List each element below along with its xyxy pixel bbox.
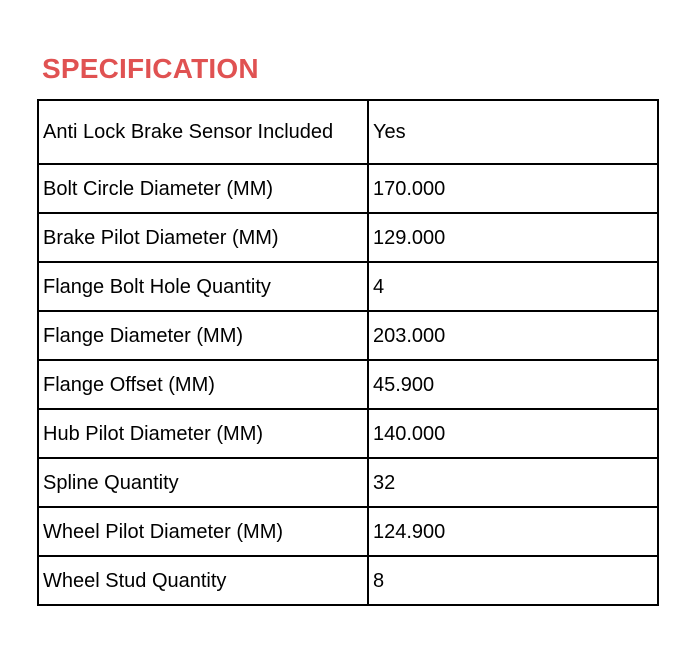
spec-label: Wheel Stud Quantity (38, 556, 368, 605)
table-row (38, 507, 658, 556)
spec-label: Wheel Pilot Diameter (MM) (38, 507, 368, 556)
spec-value: Yes (368, 100, 658, 164)
table-row (38, 262, 658, 311)
spec-label: Hub Pilot Diameter (MM) (38, 409, 368, 458)
spec-value: 170.000 (368, 164, 658, 213)
specification-table (37, 99, 659, 606)
table-row (38, 360, 658, 409)
table-row (38, 100, 658, 164)
spec-label: Flange Diameter (MM) (38, 311, 368, 360)
spec-value: 203.000 (368, 311, 658, 360)
table-row (38, 213, 658, 262)
table-row (38, 458, 658, 507)
spec-value: 8 (368, 556, 658, 605)
spec-value: 140.000 (368, 409, 658, 458)
spec-label: Flange Bolt Hole Quantity (38, 262, 368, 311)
spec-value: 124.900 (368, 507, 658, 556)
spec-label: Anti Lock Brake Sensor Included (38, 100, 368, 164)
spec-label: Flange Offset (MM) (38, 360, 368, 409)
spec-value: 4 (368, 262, 658, 311)
spec-label: Spline Quantity (38, 458, 368, 507)
spec-value: 32 (368, 458, 658, 507)
table-row (38, 409, 658, 458)
table-row (38, 311, 658, 360)
spec-label: Brake Pilot Diameter (MM) (38, 213, 368, 262)
table-row (38, 556, 658, 605)
spec-value: 129.000 (368, 213, 658, 262)
table-row (38, 164, 658, 213)
spec-label: Bolt Circle Diameter (MM) (38, 164, 368, 213)
specification-heading: SPECIFICATION (42, 53, 259, 84)
spec-value: 45.900 (368, 360, 658, 409)
